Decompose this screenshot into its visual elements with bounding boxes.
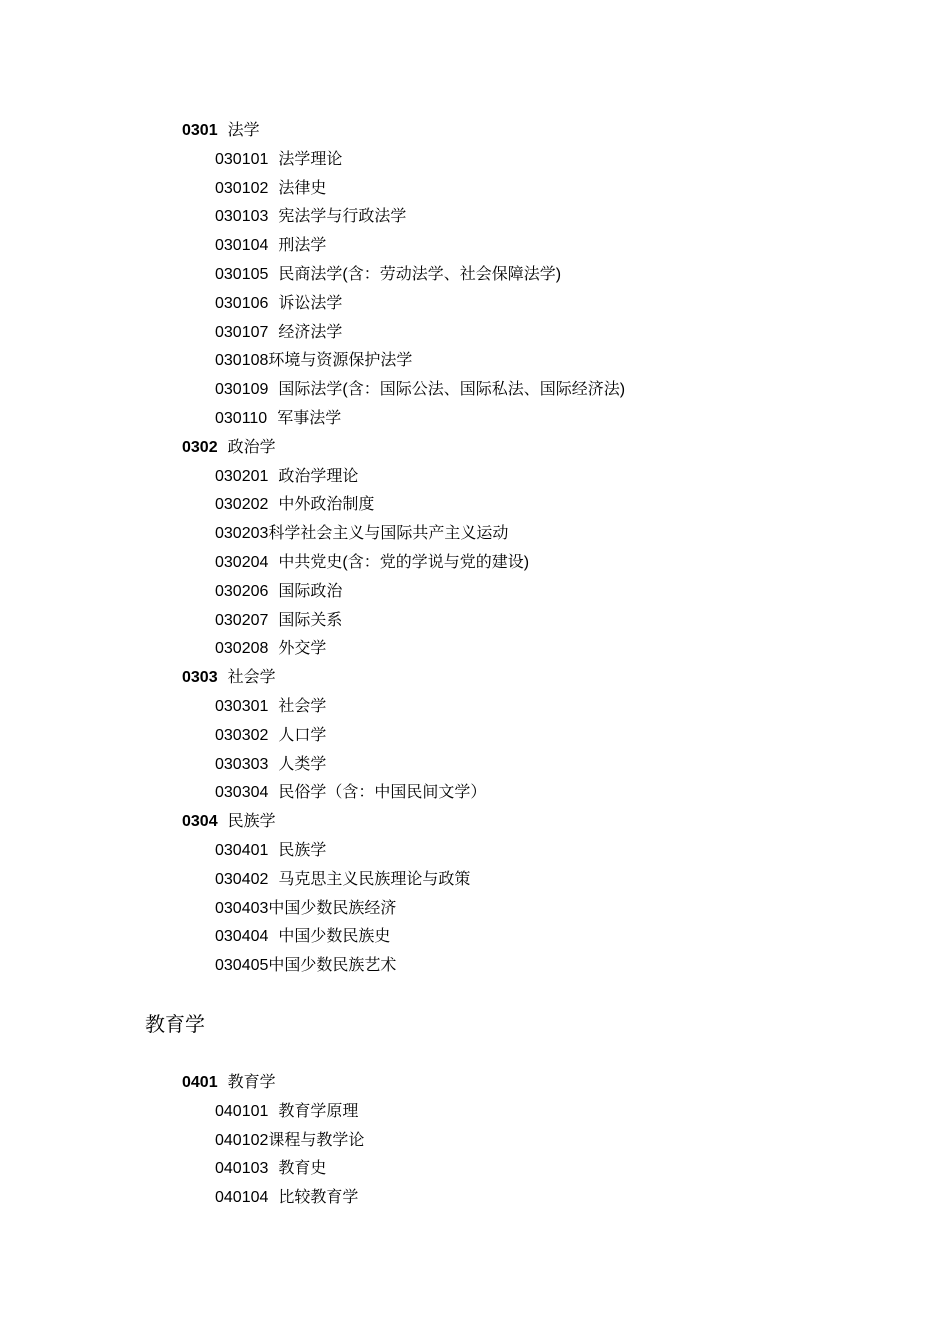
category-name: 民族学 [227,813,276,831]
category-code: 0303 [182,669,218,687]
subject-code: 030106 [215,294,269,312]
subject-030208 [0,635,950,664]
subject-name: 经济法学 [278,323,343,341]
subject-code: 030404 [215,928,269,946]
subject-030304 [0,779,950,808]
subject-code: 030107 [215,323,269,341]
category-name: 教育学 [227,1074,276,1091]
category-0304 [0,808,950,837]
category-0401 [0,1069,950,1098]
category-name: 法学 [227,122,260,139]
category-code: 0401 [182,1074,218,1091]
education-discipline-list [0,1069,950,1213]
subject-name: 课程与教学论 [268,1131,365,1149]
subject-030106 [0,290,950,319]
category-name: 政治学 [227,438,276,456]
subject-code: 030304 [215,784,269,802]
subject-name: 国际政治 [278,582,343,600]
subject-code: 040104 [215,1189,269,1207]
subject-030204 [0,549,950,578]
subject-030109 [0,376,950,405]
subject-name: 人口学 [278,726,327,744]
subject-code: 030202 [215,496,269,514]
subject-code: 030203 [215,525,269,543]
subject-name: 教育史 [278,1160,327,1178]
subject-name: 民商法学(含：劳动法学、社会保障法学) [278,265,562,283]
subject-name: 刑法学 [278,237,327,255]
subject-code: 030108 [215,352,269,370]
subject-030404 [0,923,950,952]
category-code: 0304 [182,813,218,831]
subject-030302 [0,722,950,751]
subject-030102 [0,175,950,204]
subject-code: 030207 [215,611,269,629]
category-0302 [0,434,950,463]
subject-code: 030302 [215,726,269,744]
subject-code: 030110 [215,409,268,427]
subject-name: 政治学理论 [278,467,359,485]
subject-name: 中国少数民族艺术 [268,957,397,975]
subject-code: 030109 [215,381,269,399]
subject-030108 [0,347,950,376]
subject-code: 030204 [215,553,269,571]
subject-name: 诉讼法学 [278,294,343,312]
subject-code: 030201 [215,467,269,485]
category-0303 [0,664,950,693]
category-name: 社会学 [227,669,276,687]
subject-030203 [0,520,950,549]
section-heading-education: 教育学 [145,1014,205,1036]
subject-name: 环境与资源保护法学 [268,352,413,370]
subject-code: 030403 [215,899,269,917]
subject-name: 民族学 [278,841,327,859]
subject-040103 [0,1155,950,1184]
subject-name: 宪法学与行政法学 [278,208,407,226]
subject-code: 030105 [215,265,269,283]
subject-name: 人类学 [278,755,327,773]
subject-code: 040103 [215,1160,269,1178]
subject-030110 [0,405,950,434]
subject-040104 [0,1184,950,1213]
subject-code: 030208 [215,640,269,658]
subject-040101 [0,1098,950,1127]
subject-name: 教育学原理 [278,1102,359,1120]
subject-name: 民俗学（含：中国民间文学） [278,784,487,802]
subject-030303 [0,751,950,780]
subject-name: 法律史 [278,179,327,197]
subject-name: 中国少数民族史 [278,928,391,946]
subject-name: 比较教育学 [278,1189,359,1207]
subject-code: 030405 [215,957,269,975]
subject-code: 030401 [215,841,269,859]
subject-name: 社会学 [278,697,327,715]
subject-030101 [0,146,950,175]
subject-name: 中外政治制度 [278,496,375,514]
subject-code: 030402 [215,870,269,888]
subject-name: 国际法学(含：国际公法、国际私法、国际经济法) [278,381,626,399]
subject-name: 外交学 [278,640,327,658]
subject-030301 [0,693,950,722]
subject-030202 [0,491,950,520]
category-code: 0302 [182,438,218,456]
category-code: 0301 [182,122,218,139]
subject-name: 法学理论 [278,150,343,168]
subject-030103 [0,203,950,232]
category-0301 [0,117,950,146]
subject-040102 [0,1127,950,1156]
subject-name: 科学社会主义与国际共产主义运动 [268,525,509,543]
subject-code: 030103 [215,208,269,226]
subject-name: 中国少数民族经济 [268,899,397,917]
subject-code: 030206 [215,582,269,600]
subject-030107 [0,319,950,348]
subject-030105 [0,261,950,290]
subject-name: 马克思主义民族理论与政策 [278,870,471,888]
subject-code: 030301 [215,697,269,715]
law-discipline-list [0,117,950,981]
subject-030104 [0,232,950,261]
subject-code: 030101 [215,150,269,168]
subject-030401 [0,837,950,866]
subject-code: 040102 [215,1131,269,1149]
subject-code: 030104 [215,237,269,255]
subject-030405 [0,952,950,981]
subject-030201 [0,463,950,492]
subject-code: 030102 [215,179,269,197]
subject-code: 030303 [215,755,269,773]
subject-code: 040101 [215,1102,269,1120]
subject-030206 [0,578,950,607]
subject-030207 [0,607,950,636]
subject-name: 军事法学 [277,409,342,427]
subject-030402 [0,866,950,895]
subject-name: 中共党史(含：党的学说与党的建设) [278,553,530,571]
subject-name: 国际关系 [278,611,343,629]
subject-030403 [0,895,950,924]
